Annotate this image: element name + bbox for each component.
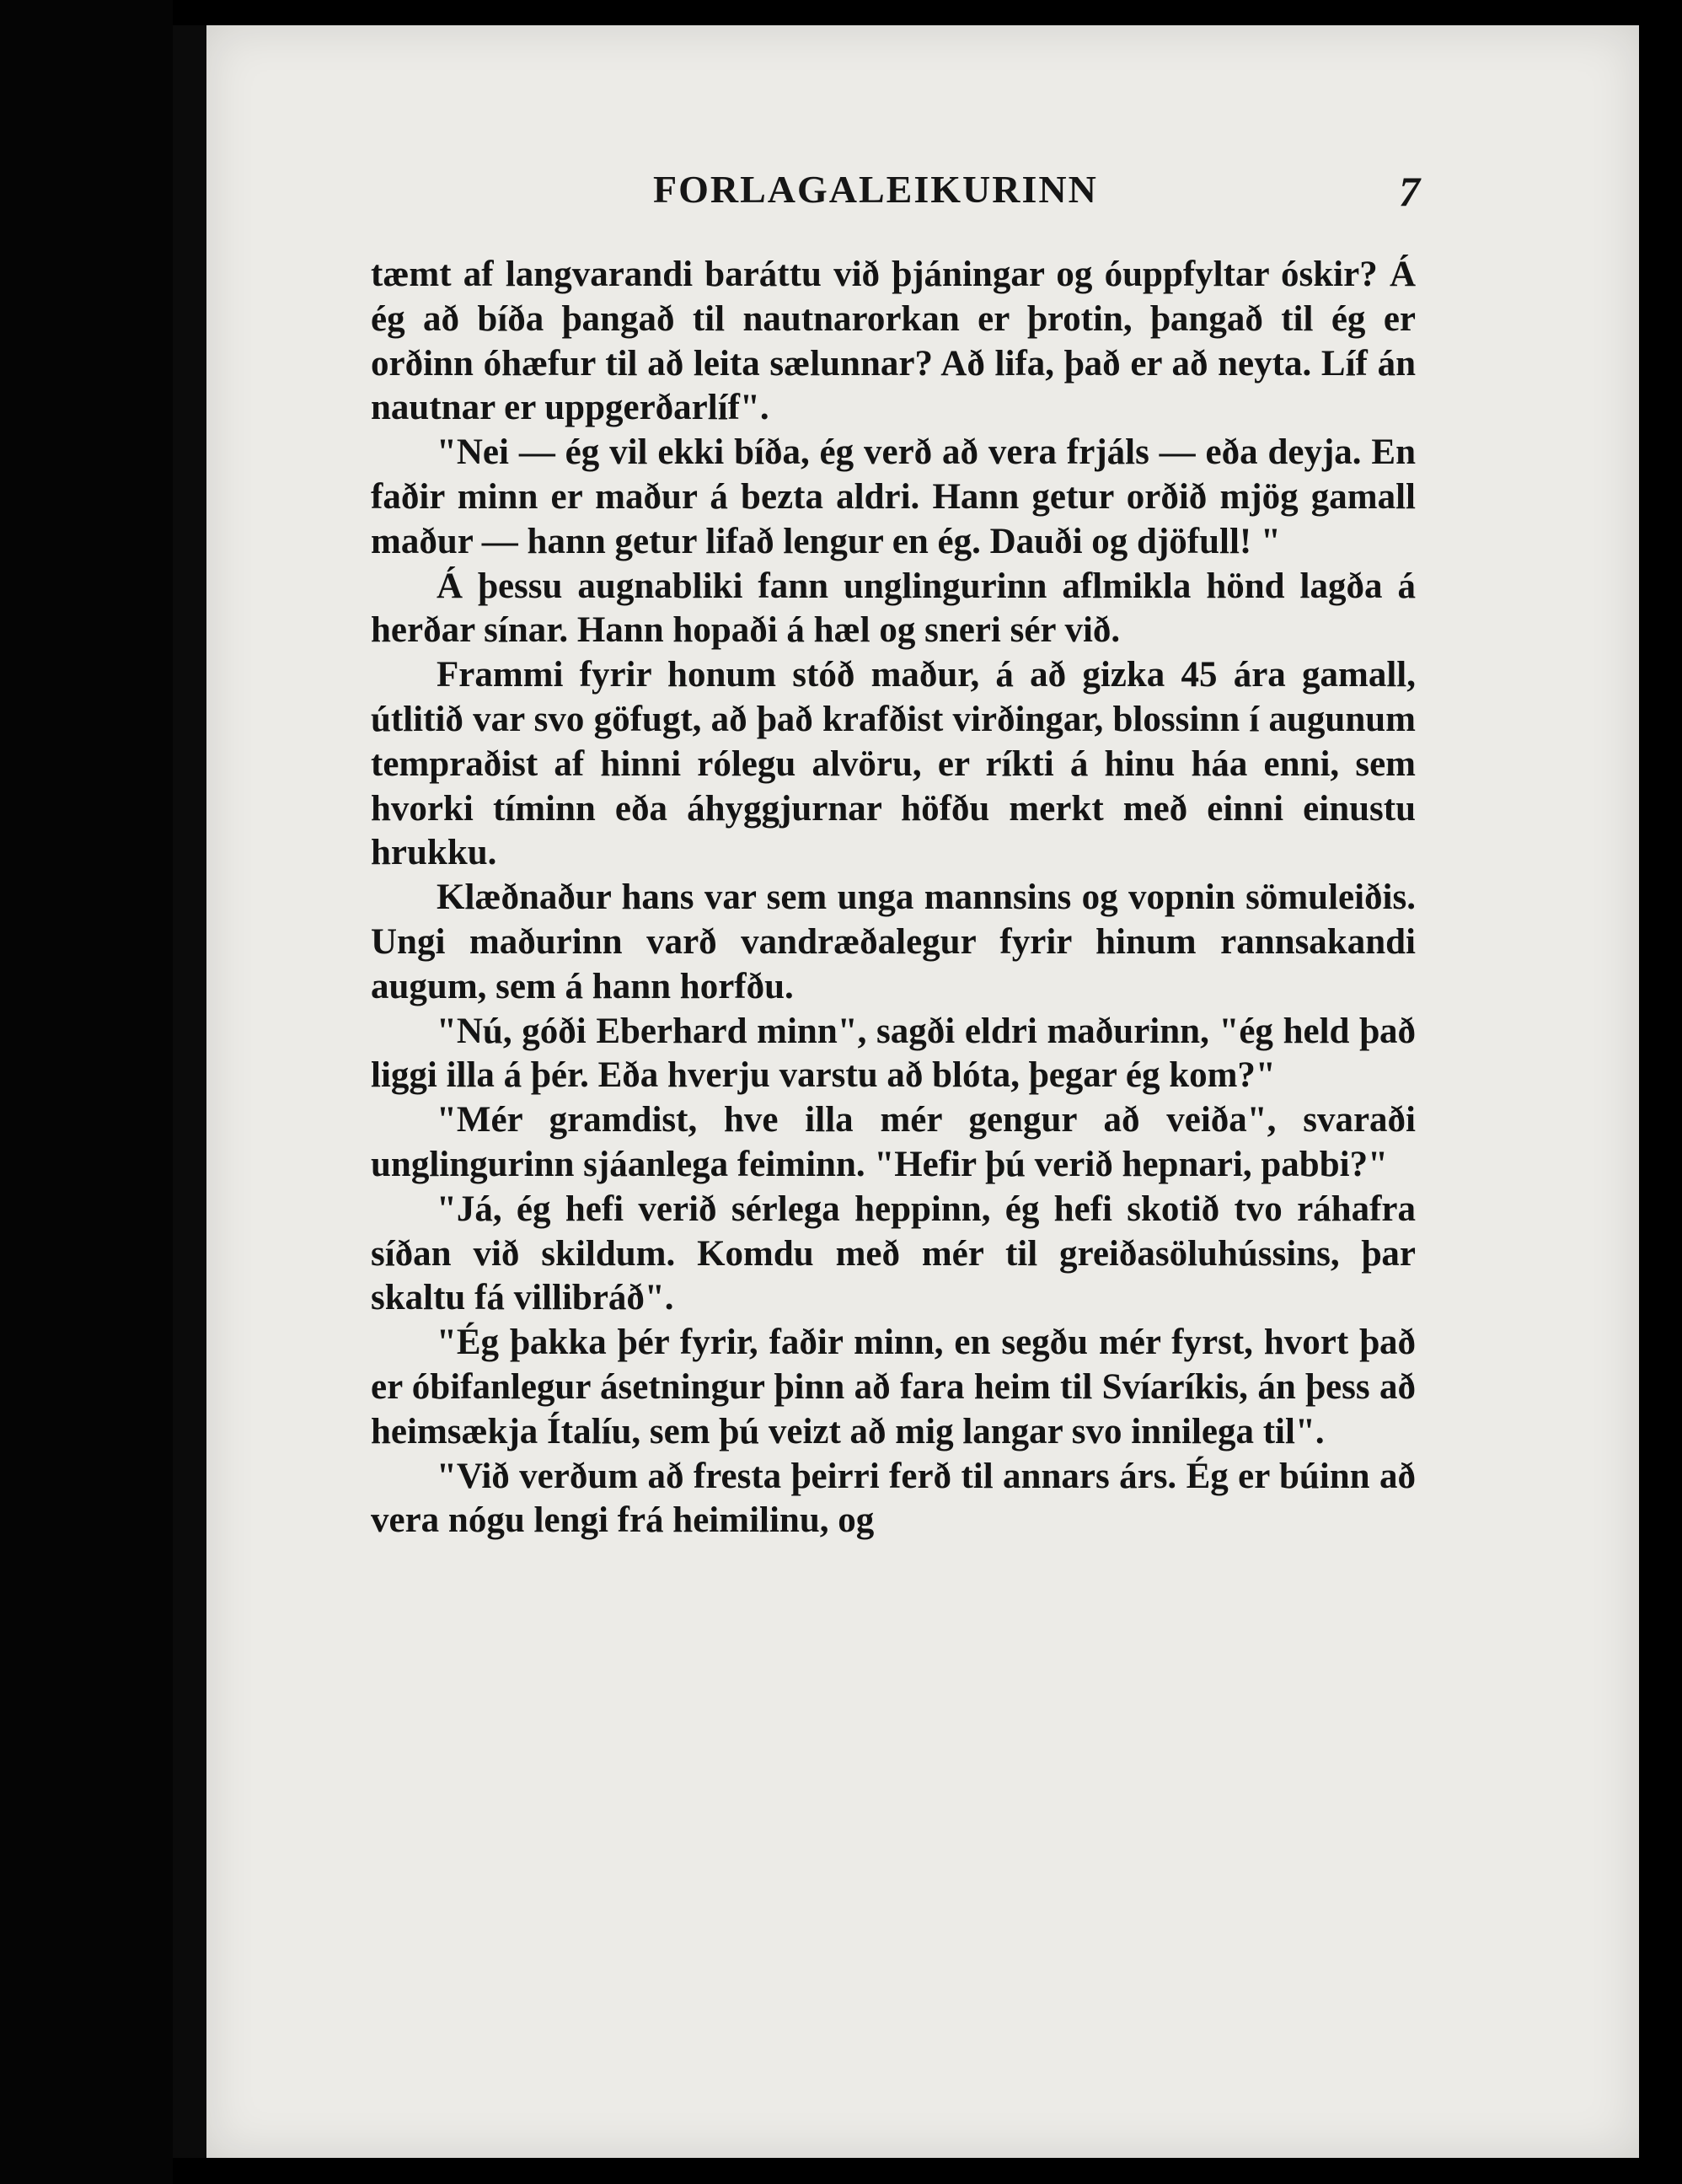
paragraph: "Við verðum að fresta þeirri ferð til annars árs. Ég er búinn að vera nógu lengi frá heimilinu, og xyxy=(371,1456,1416,1541)
paragraph: Klæðnaður hans var sem unga mannsins og vopnin sömuleiðis. Ungi maðurinn varð vandræðalegur fyrir hinum rannsakandi augum, sem á hann horfðu. xyxy=(371,877,1416,1006)
paragraph: tæmt af langvarandi baráttu við þjáningar og óuppfyltar óskir? Á ég að bíða þangað til nautnarorkan er þrotin, þangað til ég er orðinn óhæfur til að leita sælunnar? Að lifa, það er að neyta. Líf án nautnar er uppgerðarlíf". xyxy=(371,255,1416,428)
body-text xyxy=(371,253,1416,1543)
scan-left-edge xyxy=(0,0,173,2184)
page-number: 7 xyxy=(1399,168,1420,215)
paragraph: "Nei — ég vil ekki bíða, ég verð að vera frjáls — eða deyja. En faðir minn er maður á bezta aldri. Hann getur orðið mjög gamall maður — hann getur lifað lengur en ég. Dauði og djöfull! " xyxy=(371,432,1416,561)
paragraph: "Já, ég hefi verið sérlega heppinn, ég hefi skotið tvo ráhafra síðan við skildum. Komdu með mér til greiðasöluhússins, þar skaltu fá villibráð". xyxy=(371,1189,1416,1318)
paragraph: "Nú, góði Eberhard minn", sagði eldri maðurinn, "ég held það liggi illa á þér. Eða hverju varstu að blóta, þegar ég kom?" xyxy=(371,1011,1416,1096)
paragraph: "Mér gramdist, hve illa mér gengur að veiða", svaraði unglingurinn sjáanlega feiminn. "Hefir þú verið hepnari, pabbi?" xyxy=(371,1100,1416,1184)
paragraph: "Ég þakka þér fyrir, faðir minn, en segðu mér fyrst, hvort það er óbifanlegur ásetningur þinn að fara heim til Svíaríkis, án þess að heimsækja Ítalíu, sem þú veizt að mig langar svo innilega til". xyxy=(371,1323,1416,1452)
paragraph: Á þessu augnabliki fann unglingurinn aflmikla hönd lagða á herðar sínar. Hann hopaði á hæl og sneri sér við. xyxy=(371,566,1416,651)
page-header xyxy=(375,167,1420,226)
paragraph: Frammi fyrir honum stóð maður, á að gizka 45 ára gamall, útlitið var svo göfugt, að það krafðist virðingar, blossinn í augunum tempraðist af hinni rólegu alvöru, er ríkti á hinu háa enni, sem hvorki tíminn eða áhyggjurnar höfðu merkt með einni einustu hrukku. xyxy=(371,655,1416,873)
running-head: FORLAGALEIKURINN xyxy=(653,168,1098,211)
